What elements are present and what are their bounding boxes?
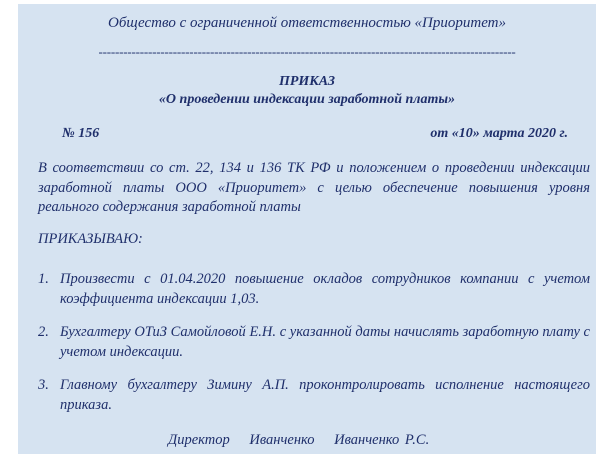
list-item	[38, 322, 590, 362]
order-word: ПРИКАЗЫВАЮ:	[38, 231, 143, 247]
organization-name: Общество с ограниченной ответственностью «Приоритет»	[107, 15, 506, 31]
order-date: от «10» марта 2020 г.	[430, 126, 568, 141]
signer-position: Директор	[168, 432, 230, 448]
document-title: ПРИКАЗ	[278, 74, 336, 89]
order-number: № 156	[62, 126, 100, 141]
document-subtitle: «О проведении индексации заработной платы»	[158, 92, 456, 107]
list-item-number: 1.	[38, 271, 49, 287]
separator-line: -----------------------------------------------------------------------------------------------------	[98, 44, 516, 59]
signer-signature: Иванченко	[249, 432, 315, 448]
list-item-text: Бухгалтеру ОТиЗ Самойловой Е.Н. с указанной даты начислять заработную плату с учетом индексации.	[60, 324, 590, 360]
signer-name: Иванченко Р.С.	[334, 432, 430, 448]
list-item-text: Произвести с 01.04.2020 повышение окладов сотрудников компании с учетом коэффициента индексации 1,03.	[60, 271, 590, 307]
list-item-number: 2.	[38, 324, 49, 340]
signature-line	[168, 432, 443, 449]
order-document	[18, 4, 596, 454]
list-item	[38, 269, 590, 309]
preamble-paragraph: В соответствии со ст. 22, 134 и 136 ТК РФ и положением о проведении индексации заработной платы ООО «Приоритет» с целью обеспечение повышения уровня реального содержания заработной платы	[38, 160, 590, 215]
list-item	[38, 375, 590, 415]
list-item-text: Главному бухгалтеру Зимину А.П. проконтролировать исполнение настоящего приказа.	[60, 377, 590, 413]
order-items-list	[38, 269, 590, 428]
list-item-number: 3.	[38, 377, 49, 393]
